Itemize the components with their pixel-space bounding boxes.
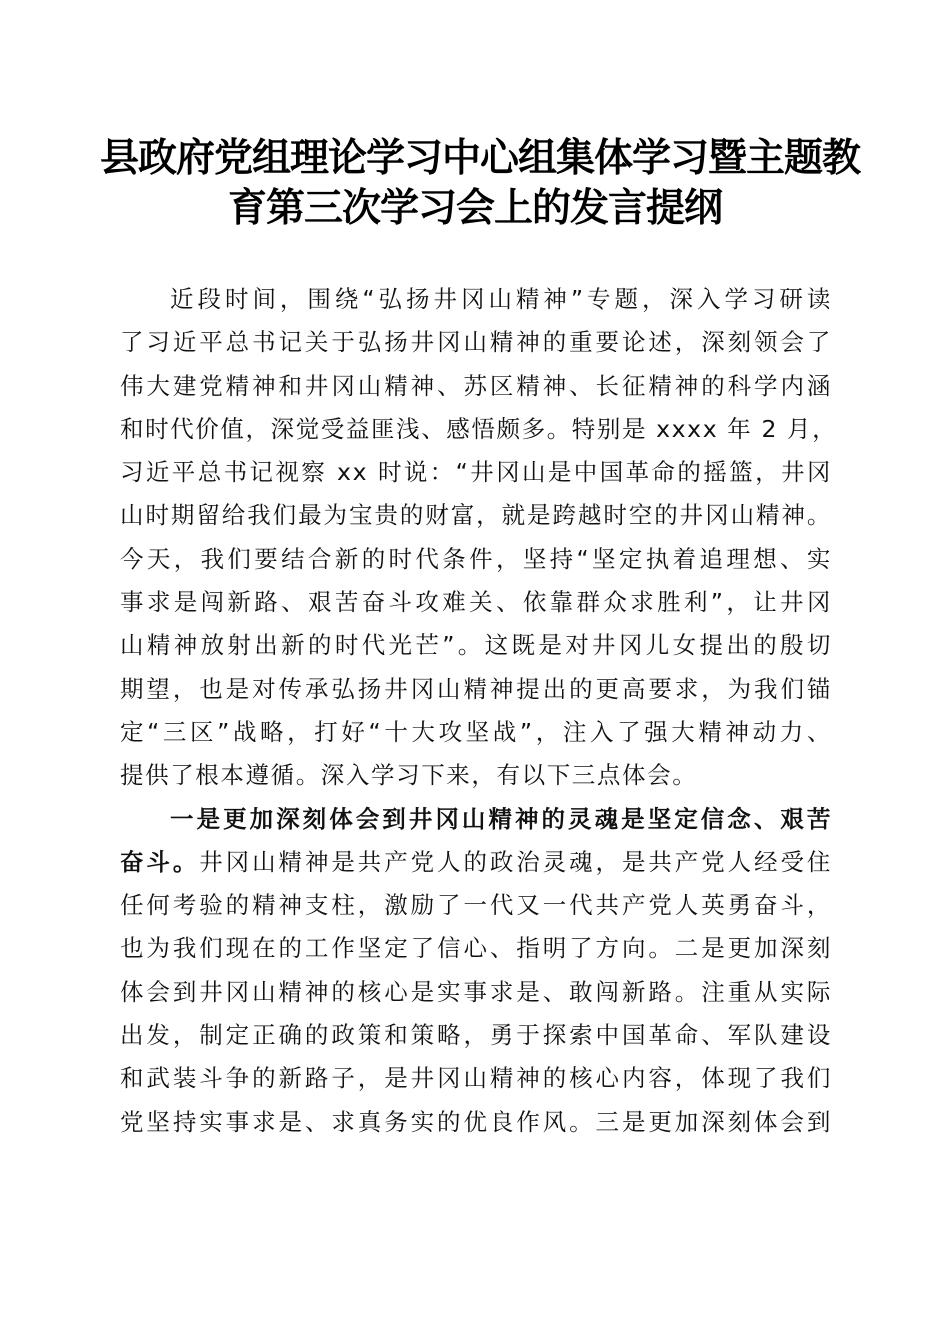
text-line: 和武装斗争的新路子，是井冈山精神的核心内容，体现了我们 bbox=[120, 1064, 832, 1093]
text-line: 事求是闯新路、艰苦奋斗攻难关、依靠群众求胜利”，让井冈 bbox=[120, 588, 832, 617]
text-line: 党坚持实事求是、求真务实的优良作风。三是更加深刻体会到 bbox=[120, 1107, 832, 1136]
text-line: 近段时间，围绕“弘扬井冈山精神”专题，深入学习研读 bbox=[170, 285, 832, 313]
text-line: 任何考验的精神支柱，激励了一代又一代共产党人英勇奋斗， bbox=[120, 891, 832, 920]
text-line: 习近平总书记视察 xx 时说：“井冈山是中国革命的摇篮，井冈 bbox=[120, 458, 832, 487]
text-line: 提供了根本遵循。深入学习下来，有以下三点体会。 bbox=[120, 761, 698, 790]
title-line-1: 县政府党组理论学习中心组集体学习暨主题教 bbox=[100, 135, 861, 181]
text-line: 山时期留给我们最为宝贵的财富，就是跨越时空的井冈山精神。 bbox=[120, 501, 832, 530]
document-title bbox=[100, 133, 861, 233]
text-line: 也为我们现在的工作坚定了信心、指明了方向。二是更加深刻 bbox=[120, 934, 832, 963]
text-line: 体会到井冈山精神的核心是实事求是、敢闯新路。注重从实际 bbox=[120, 977, 832, 1006]
text-line: 期望，也是对传承弘扬井冈山精神提出的更高要求，为我们锚 bbox=[120, 674, 832, 703]
bold-heading-tail: 奋斗。 bbox=[120, 847, 200, 876]
text-line: 定“三区”战略，打好“十大攻坚战”，注入了强大精神动力、 bbox=[120, 717, 832, 746]
text-line: 今天，我们要结合新的时代条件，坚持“坚定执着追理想、实 bbox=[120, 544, 832, 573]
text-line: 和时代价值，深觉受益匪浅、感悟颇多。特别是 xxxx 年 2 月， bbox=[120, 414, 838, 443]
document-body bbox=[120, 278, 838, 1144]
text-line: 伟大建党精神和井冈山精神、苏区精神、长征精神的科学内涵 bbox=[120, 371, 832, 400]
text-line: 山精神放射出新的时代光芒”。这既是对井冈儿女提出的殷切 bbox=[120, 631, 832, 660]
bold-heading-line: 一是更加深刻体会到井冈山精神的灵魂是坚定信念、艰苦 bbox=[170, 804, 832, 833]
paragraph-points bbox=[120, 798, 832, 1144]
text-line bbox=[120, 841, 832, 884]
title-line-2: 育第三次学习会上的发言提纲 bbox=[227, 185, 722, 231]
text-line: 了习近平总书记关于弘扬井冈山精神的重要论述，深刻领会了 bbox=[120, 328, 832, 357]
text-line: 出发，制定正确的政策和策略，勇于探索中国革命、军队建设 bbox=[120, 1021, 832, 1050]
text-span: 井冈山精神是共产党人的政治灵魂，是共产党人经受住 bbox=[199, 847, 832, 876]
paragraph-intro bbox=[120, 278, 838, 798]
